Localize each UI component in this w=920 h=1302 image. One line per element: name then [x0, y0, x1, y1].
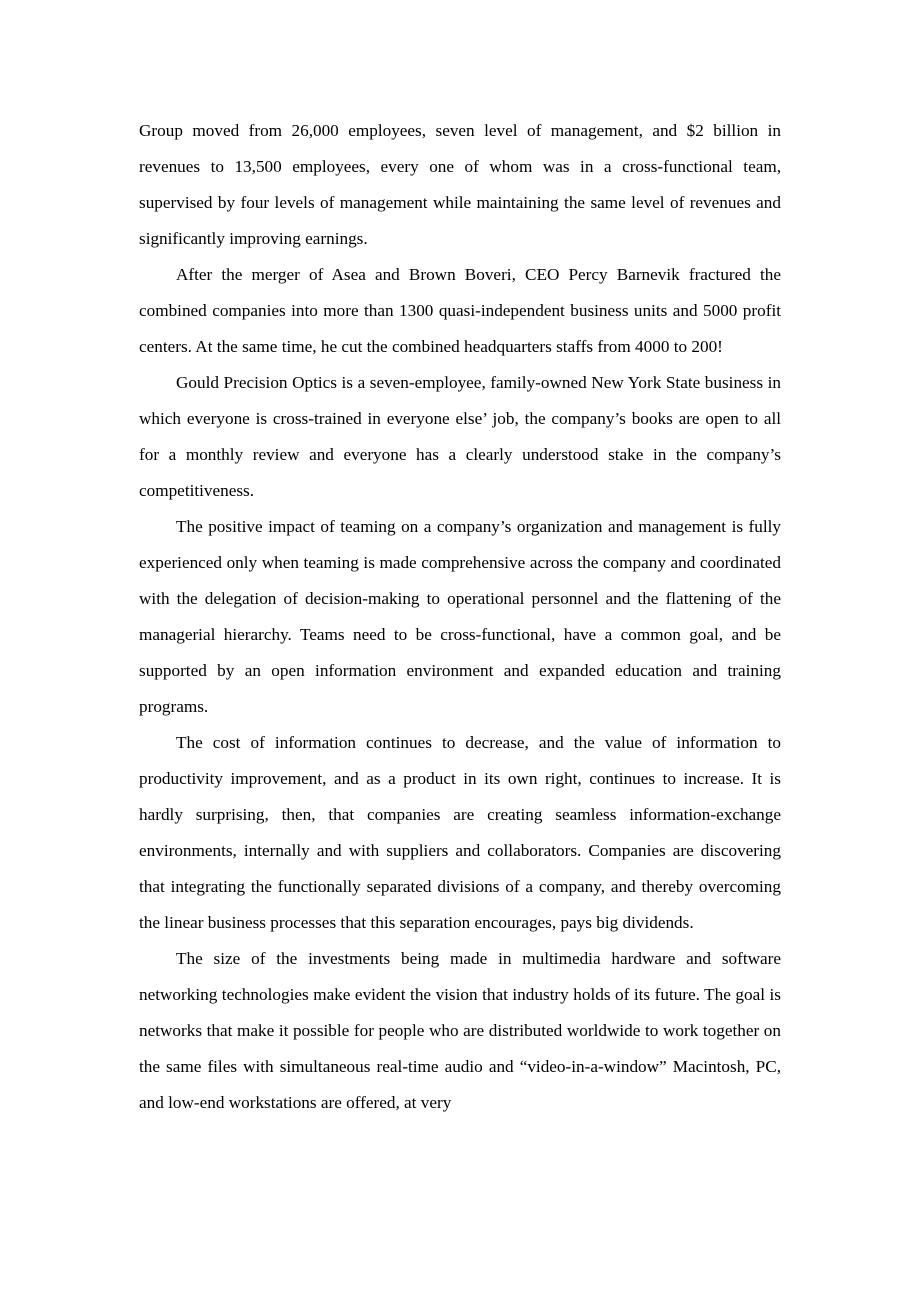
paragraph-asea-brown-boveri: After the merger of Asea and Brown Boveri, CEO Percy Barnevik fractured the combined companies into more than 1300 quasi-independent business units and 5000 profit centers. At the same time, he cut the combined headquarters staffs from 4000 to 200! — [139, 265, 781, 356]
body-text — [139, 113, 781, 1121]
paragraph-information-cost: The cost of information continues to decrease, and the value of information to productivity improvement, and as a product in its own right, continues to increase. It is hardly surprising, then, that companies are creating seamless information-exchange environments, internally and with suppliers and collaborators. Companies are discovering that integrating the functionally separated divisions of a company, and thereby overcoming the linear business processes that this separation encourages, pays big dividends. — [139, 733, 781, 932]
paragraph-multimedia-investments: The size of the investments being made in multimedia hardware and software networking technologies make evident the vision that industry holds of its future. The goal is networks that make it possible for people who are distributed worldwide to work together on the same files with simultaneous real-time audio and “video-in-a-window” Macintosh, PC, and low-end workstations are offered, at very — [139, 949, 781, 1112]
paragraph-gould-precision-optics: Gould Precision Optics is a seven-employee, family-owned New York State business in which everyone is cross-trained in everyone else’ job, the company’s books are open to all for a monthly review and everyone has a clearly understood stake in the company’s competitiveness. — [139, 373, 781, 500]
paragraph-group-restructuring: Group moved from 26,000 employees, seven level of management, and $2 billion in revenues to 13,500 employees, every one of whom was in a cross-functional team, supervised by four levels of management while maintaining the same level of revenues and significantly improving earnings. — [139, 121, 781, 248]
paragraph-teaming-impact: The positive impact of teaming on a company’s organization and management is fully experienced only when teaming is made comprehensive across the company and coordinated with the delegation of decision-making to operational personnel and the flattening of the managerial hierarchy. Teams need to be cross-functional, have a common goal, and be supported by an open information environment and expanded education and training programs. — [139, 517, 781, 716]
